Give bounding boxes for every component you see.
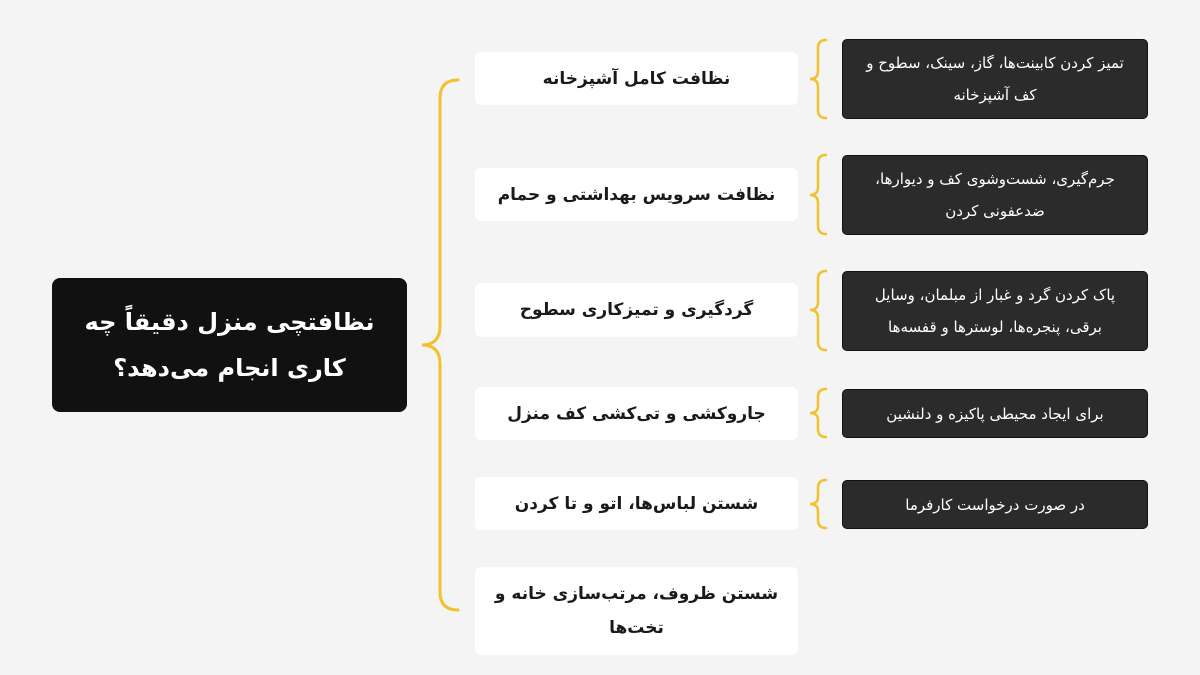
detail-text: جرم‌گیری، شست‌وشوی کف و دیوارها، ضدعفونی کردن [875,170,1115,220]
item-label: شستن لباس‌ها، اتو و تا کردن [514,493,759,514]
detail-node-dusting [842,271,1148,351]
detail-node-floor [842,389,1148,438]
detail-bracket-5 [810,480,826,528]
detail-text: در صورت درخواست کارفرما [905,495,1085,514]
item-label: گردگیری و تمیزکاری سطوح [519,300,754,320]
detail-bracket-4 [810,389,826,437]
item-node-dusting [475,283,798,337]
root-node [52,278,407,412]
item-label: نظافت کامل آشپزخانه [542,68,731,89]
detail-bracket-2 [810,155,826,234]
detail-node-kitchen [842,39,1148,119]
item-node-kitchen [475,52,798,105]
item-node-bathroom [475,168,798,221]
item-node-dishes [475,567,798,655]
item-label: شستن ظروف، مرتب‌سازی خانه و تخت‌ها [494,584,779,638]
detail-text: پاک کردن گرد و غبار از مبلمان، وسایل برقی، پنجره‌ها، لوسترها و قفسه‌ها [874,286,1116,336]
detail-text: تمیز کردن کابینت‌ها، گاز، سینک، سطوح و کف آشپزخانه [866,54,1124,104]
detail-bracket-3 [810,271,826,350]
item-node-floor [475,387,798,440]
main-bracket [422,80,458,610]
detail-bracket-1 [810,40,826,118]
item-node-laundry [475,477,798,530]
item-label: جاروکشی و تی‌کشی کف منزل [507,403,766,424]
detail-text: برای ایجاد محیطی پاکیزه و دلنشین [886,404,1104,423]
root-title: نظافتچی منزل دقیقاً چه کاری انجام می‌دهد؟ [84,308,375,382]
detail-node-laundry [842,480,1148,529]
item-label: نظافت سرویس بهداشتی و حمام [497,184,776,205]
detail-node-bathroom [842,155,1148,235]
